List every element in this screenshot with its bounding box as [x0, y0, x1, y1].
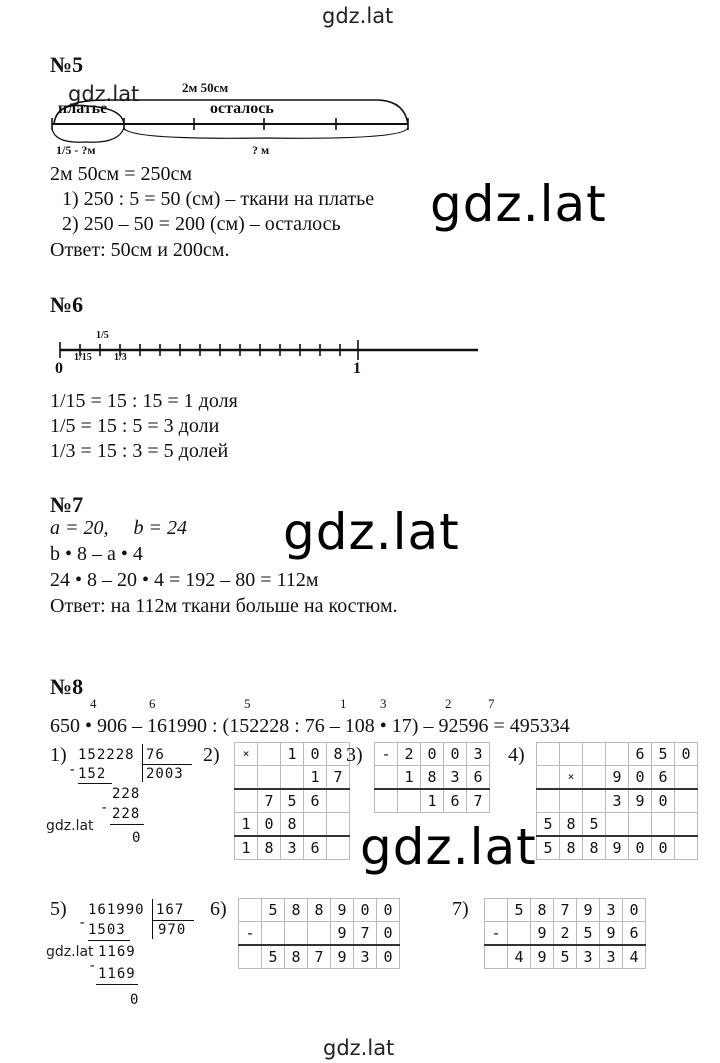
- div5-sub-2: 1169: [98, 944, 136, 960]
- g2-cell: 6: [304, 789, 327, 813]
- g4-cell: 5: [537, 813, 560, 837]
- p8-equation: 650 • 906 – 161990 : (152228 : 76 – 108 • 17) – 92596 = 495334: [50, 715, 570, 737]
- g6-cell: [262, 922, 285, 946]
- g2-cell: [258, 743, 281, 766]
- g7-cell: 8: [531, 899, 554, 922]
- grid-6: [238, 898, 400, 969]
- remaining-label: осталось: [210, 100, 274, 117]
- g6-cell: [308, 922, 331, 946]
- g6-cell: [239, 945, 262, 969]
- g7-cell: 3: [577, 945, 600, 969]
- g4-cell: 3: [606, 789, 629, 813]
- g7-cell: 3: [600, 945, 623, 969]
- dress-below-label: 1/5 - ?м: [56, 143, 96, 157]
- p7-answer: Ответ: на 112м ткани больше на костюм.: [50, 595, 398, 617]
- g4-cell: 5: [583, 813, 606, 837]
- watermark-big-1: gdz.lat: [430, 175, 607, 233]
- order-mark-3: 3: [380, 696, 387, 711]
- label-3: 3): [346, 744, 363, 766]
- g3-cell: 1: [421, 789, 444, 813]
- grid-3: [374, 742, 490, 813]
- g2-cell: 6: [304, 836, 327, 860]
- div1-minus-2: -: [100, 800, 110, 816]
- g6-cell: 7: [308, 945, 331, 969]
- g6-cell: 5: [262, 899, 285, 922]
- g4-cell: 8: [583, 836, 606, 860]
- g2-cell: 7: [327, 766, 350, 790]
- g6-cell: 0: [354, 899, 377, 922]
- order-mark-1: 1: [340, 696, 347, 711]
- p7-vars: a = 20, b = 24: [50, 517, 187, 539]
- g2-cell: [281, 766, 304, 790]
- div1-line-1: [78, 783, 112, 784]
- g2-cell: 7: [258, 789, 281, 813]
- div5-divisor: 167: [156, 902, 185, 918]
- div1-sub-1: 152: [78, 766, 107, 782]
- ruler-label-1-15: 1/15: [74, 352, 92, 363]
- div1-hline: [142, 764, 192, 765]
- g6-cell: 3: [354, 945, 377, 969]
- order-mark-5: 5: [244, 696, 251, 711]
- g7-cell: [508, 922, 531, 946]
- g3-cell: [375, 789, 398, 813]
- g2-cell: [304, 813, 327, 837]
- g6-cell: 9: [331, 899, 354, 922]
- g7-cell: 5: [554, 945, 577, 969]
- g4-cell: 8: [560, 813, 583, 837]
- g2-cell: 1: [235, 813, 258, 837]
- g2-cell: [327, 789, 350, 813]
- total-length-label: 2м 50см: [182, 80, 229, 95]
- g4-cell: [675, 789, 698, 813]
- div5-vline: [152, 899, 153, 939]
- g6-cell: 7: [354, 922, 377, 946]
- grid-7: [484, 898, 646, 969]
- g7-cell: 9: [531, 945, 554, 969]
- p7-calculation: 24 • 8 – 20 • 4 = 192 – 80 = 112м: [50, 569, 319, 591]
- p6-line-3: 1/3 = 15 : 3 = 5 долей: [50, 440, 229, 462]
- div1-vline: [142, 744, 143, 782]
- g7-cell: 0: [623, 899, 646, 922]
- g4-cell: [537, 766, 560, 790]
- g4-cell: [560, 789, 583, 813]
- div5-minus-2: -: [88, 958, 98, 974]
- g6-cell: [285, 922, 308, 946]
- g4-cell: 8: [560, 836, 583, 860]
- g7-cell: 9: [531, 922, 554, 946]
- p5-line-1: 2м 50см = 250см: [50, 163, 193, 185]
- g6-cell: 0: [377, 945, 400, 969]
- label-1: 1): [50, 744, 67, 766]
- grid-2: [234, 742, 350, 860]
- div1-remainder: 0: [132, 830, 142, 846]
- g4-cell: 0: [652, 789, 675, 813]
- watermark-div1: gdz.lat: [46, 818, 94, 834]
- g4-cell: [537, 743, 560, 766]
- problem-6-title: №6: [50, 292, 84, 317]
- g2-cell: 5: [281, 789, 304, 813]
- g7-cell: 4: [508, 945, 531, 969]
- grid-4: [536, 742, 698, 860]
- div1-minus-1: -: [68, 762, 78, 778]
- div5-line-2: [96, 984, 138, 985]
- g4-cell: [675, 766, 698, 790]
- g3-cell: 0: [421, 743, 444, 766]
- div5-sub-1: 1503: [88, 922, 126, 938]
- g3-cell: [398, 789, 421, 813]
- watermark-top: gdz.lat: [322, 4, 394, 28]
- g4-cell: 0: [675, 743, 698, 766]
- g4-cell: 9: [629, 789, 652, 813]
- g6-cell: 9: [331, 945, 354, 969]
- g2-cell: 0: [304, 743, 327, 766]
- ruler-label-1-5: 1/5: [96, 330, 109, 341]
- g7-cell: [485, 945, 508, 969]
- g2-cell: 0: [258, 813, 281, 837]
- g2-cell: [235, 789, 258, 813]
- watermark-p5: gdz.lat: [68, 82, 140, 106]
- g7-cell: 9: [577, 899, 600, 922]
- remaining-below-label: ? м: [252, 143, 270, 157]
- g7-cell: [485, 899, 508, 922]
- g4-cell: [606, 813, 629, 837]
- watermark-big-2: gdz.lat: [283, 503, 460, 561]
- g6-cell: 8: [285, 899, 308, 922]
- p7-expression: b • 8 – a • 4: [50, 543, 143, 565]
- g2-cell: 8: [258, 836, 281, 860]
- g2-cell: 8: [327, 743, 350, 766]
- g3-cell: 8: [421, 766, 444, 790]
- g2-cell: [258, 766, 281, 790]
- g2-cell: 1: [235, 836, 258, 860]
- ruler-label-1-3: 1/3: [114, 352, 127, 363]
- g3-cell: 6: [467, 766, 490, 790]
- watermark-big-3: gdz.lat: [360, 818, 537, 876]
- g4-cell: [537, 789, 560, 813]
- order-mark-7: 7: [488, 696, 495, 711]
- g3-cell: 3: [444, 766, 467, 790]
- g3-cell: 1: [398, 766, 421, 790]
- g3-cell: 2: [398, 743, 421, 766]
- g2-cell: 1: [281, 743, 304, 766]
- div1-sub-3: 228: [112, 806, 141, 822]
- g2-cell: [327, 813, 350, 837]
- problem-5-title: №5: [50, 52, 84, 77]
- g7-cell: 3: [600, 899, 623, 922]
- g4-times-sign: ×: [560, 766, 583, 790]
- g4-cell: [629, 813, 652, 837]
- g4-cell: 6: [629, 743, 652, 766]
- g3-cell: [375, 766, 398, 790]
- g7-cell: 4: [623, 945, 646, 969]
- g6-cell: 0: [377, 922, 400, 946]
- g6-cell: -: [239, 922, 262, 946]
- g4-cell: [583, 789, 606, 813]
- g6-cell: 0: [377, 899, 400, 922]
- g6-cell: 5: [262, 945, 285, 969]
- g4-cell: [606, 743, 629, 766]
- g2-cell: ×: [235, 743, 258, 766]
- g6-cell: 8: [285, 945, 308, 969]
- g4-cell: [583, 766, 606, 790]
- order-mark-6: 6: [149, 696, 156, 711]
- g4-cell: 9: [606, 836, 629, 860]
- g4-cell: [652, 813, 675, 837]
- div1-quotient: 2003: [146, 766, 184, 782]
- g3-cell: 3: [467, 743, 490, 766]
- g2-cell: 8: [281, 813, 304, 837]
- g7-cell: -: [485, 922, 508, 946]
- div5-sub-3: 1169: [98, 966, 136, 982]
- problem-7-title: №7: [50, 492, 84, 517]
- label-7: 7): [452, 898, 469, 920]
- watermark-div5: gdz.lat: [46, 944, 94, 960]
- label-5: 5): [50, 898, 67, 920]
- label-4: 4): [508, 744, 525, 766]
- g4-cell: 5: [537, 836, 560, 860]
- g3-cell: 0: [444, 743, 467, 766]
- div5-quotient: 970: [158, 922, 187, 938]
- g4-cell: 0: [652, 836, 675, 860]
- g3-cell: -: [375, 743, 398, 766]
- problem-8-title: №8: [50, 674, 84, 699]
- p5-line-2: 1) 250 : 5 = 50 (см) – ткани на платье: [62, 188, 375, 210]
- g6-cell: [239, 899, 262, 922]
- g7-cell: 9: [600, 922, 623, 946]
- g2-cell: [235, 766, 258, 790]
- g4-cell: [675, 813, 698, 837]
- g4-cell: [560, 743, 583, 766]
- g6-cell: 8: [308, 899, 331, 922]
- div1-divisor: 76: [146, 747, 165, 763]
- g7-cell: 2: [554, 922, 577, 946]
- dress-label: платье: [58, 100, 108, 117]
- ruler-zero: 0: [55, 360, 63, 377]
- div5-line-1: [88, 940, 130, 941]
- order-mark-4: 4: [90, 696, 97, 711]
- g3-cell: 7: [467, 789, 490, 813]
- g4-cell: [583, 743, 606, 766]
- g2-cell: 1: [304, 766, 327, 790]
- p6-line-1: 1/15 = 15 : 15 = 1 доля: [50, 390, 238, 412]
- div5-dividend: 161990: [88, 902, 145, 918]
- label-2: 2): [203, 744, 220, 766]
- g4-cell: 6: [652, 766, 675, 790]
- g2-cell: 3: [281, 836, 304, 860]
- g7-cell: 7: [554, 899, 577, 922]
- label-6: 6): [210, 898, 227, 920]
- g4-cell: 0: [629, 836, 652, 860]
- g3-cell: 6: [444, 789, 467, 813]
- g4-cell: 0: [629, 766, 652, 790]
- g4-cell: 5: [652, 743, 675, 766]
- div1-sub-2: 228: [112, 786, 141, 802]
- g7-cell: 5: [577, 922, 600, 946]
- p5-answer: Ответ: 50см и 200см.: [50, 239, 230, 261]
- div5-hline: [152, 920, 194, 921]
- div5-minus-1: -: [78, 915, 88, 931]
- g2-cell: [327, 836, 350, 860]
- p6-line-2: 1/5 = 15 : 5 = 3 доли: [50, 415, 220, 437]
- div1-line-2: [110, 824, 144, 825]
- g7-cell: 6: [623, 922, 646, 946]
- g7-cell: 5: [508, 899, 531, 922]
- g4-cell: 9: [606, 766, 629, 790]
- div1-dividend: 152228: [78, 747, 135, 763]
- ruler-one: 1: [353, 360, 361, 377]
- g4-cell: [675, 836, 698, 860]
- order-mark-2: 2: [445, 696, 452, 711]
- watermark-bottom: gdz.lat: [323, 1036, 395, 1060]
- p5-line-3: 2) 250 – 50 = 200 (см) – осталось: [62, 213, 341, 235]
- div5-remainder: 0: [130, 992, 140, 1008]
- g6-cell: 9: [331, 922, 354, 946]
